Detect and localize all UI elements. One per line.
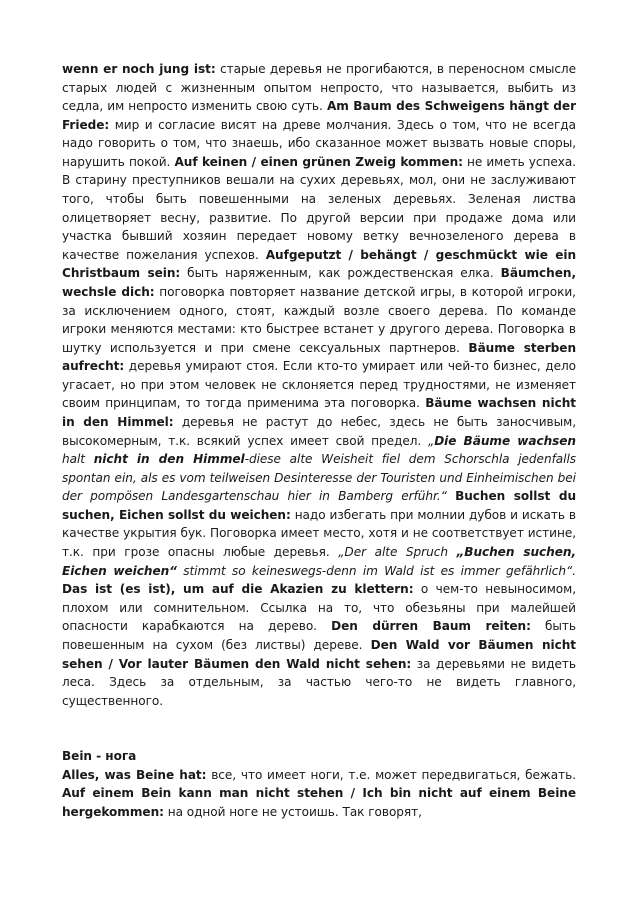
headword: Am Baum des Schweigens hängt der Friede: <box>62 99 576 132</box>
definition-text: не иметь успеха. В старину преступников вешали на сухих деревьях, мол, они не заслуживают того, чтобы быть повешенными на зеленых деревьях. Зеленая листва олицетворяет весну, развитие. По другой версии при продаже дома или участка бывший хозяин передает новому ветку вечнозеленого дерева в качестве пожелания успехов. <box>62 154 576 262</box>
headword: wenn er noch jung ist: <box>62 62 216 76</box>
example-text: „ <box>427 433 435 448</box>
document-page <box>62 60 576 822</box>
definition-text: на одной ноге не устоишь. Так говорят, <box>163 804 422 819</box>
example-text: stimmt so keineswegs-denn im Wald ist es immer gefährlich“. <box>176 563 577 578</box>
headword: Bein - нога <box>62 749 137 764</box>
definition-text: поговорка повторяет название детской игры, в которой игроки, за исключением одного, стоят, каждый возле своего дерева. По команде игроки меняются местами: кто быстрее встанет у другого дерева. Поговорка в шутку используется и при смене сексуальных партнеров. <box>62 284 576 355</box>
paragraph-bein <box>62 766 576 822</box>
definition-text: надо избегать при молнии дубов и искать в качестве укрытия бук. Поговорка имеет место, хотя и не соответствует истине, т.к. при грозе опасны любые деревья. <box>62 507 576 560</box>
example-text: halt <box>62 452 94 467</box>
headword: Bäumchen, wechsle dich: <box>62 266 576 299</box>
definition-text: за деревьями не видеть леса. Здесь за отдельным, за частью чего-то не видеть главного, существенного. <box>62 656 577 708</box>
definition-text: о чем-то невыносимом, плохом или сомнительном. Ссылка на то, что обезьяны при малейшей опасности карабкаются на дерево. <box>62 582 576 634</box>
definition-text: быть повешенным на сухом (без листвы) дереве. <box>62 619 577 652</box>
example-text: -diese alte Weisheit fiel dem Schorschla jedenfalls spontan ein, als es vom teilweisen Desinteresse der Touristen und Einheimischen bei der pompösen Landesgartenschau hier in Bamberg erführ.“ <box>62 452 577 504</box>
example-text: „Der alte Spruch <box>338 545 457 560</box>
headword: Alles, was Beine hat: <box>62 767 207 782</box>
definition-text: старые деревья не прогибаются, в переносном смысле старых людей с жизненным опытом непросто, что называется, выбить из седла, им непросто изменить свою суть. <box>62 62 576 114</box>
example-headword: „Buchen suchen, Eichen weichen“ <box>62 545 576 578</box>
paragraph-baum <box>62 60 576 710</box>
headword: Den Wald vor Bäumen nicht sehen / Vor lauter Bäumen den Wald nicht sehen: <box>62 637 577 671</box>
example-headword: nicht in den Himmel <box>93 452 245 467</box>
headword: Auf einem Bein kann man nicht stehen / Ich bin nicht auf einem Beine hergekommen: <box>62 786 576 819</box>
headword: Bäume sterben aufrecht: <box>62 340 577 374</box>
definition-text <box>447 489 455 503</box>
section-heading-bein <box>62 747 576 766</box>
definition-text: деревья не растут до небес, здесь не быть заносчивым, высокомерным, т.к. всякий успех имеет свой предел. <box>62 414 576 448</box>
headword: Bäume wachsen nicht in den Himmel: <box>62 396 576 429</box>
definition-text: все, что имеет ноги, т.е. может передвигаться, бежать. <box>206 767 576 782</box>
paragraph-gap <box>62 710 576 747</box>
headword: Den dürren Baum reiten: <box>331 619 531 634</box>
example-headword: Die Bäume wachsen <box>434 433 576 448</box>
definition-text: деревья умирают стоя. Если кто-то умирает или чей-то бизнес, дело угасает, но при этом человек не склоняется перед трудностями, не изменяет своим принципам, то тогда применима эта поговорка. <box>62 359 576 411</box>
headword: Buchen sollst du suchen, Eichen sollst du weichen: <box>62 489 576 522</box>
headword: Auf keinen / einen grünen Zweig kommen: <box>174 154 463 169</box>
definition-text: быть наряженным, как рождественская елка. <box>180 266 501 281</box>
definition-text: мир и согласие висят на древе молчания. Здесь о том, что не всегда надо говорить о том, что знаешь, ибо сказанное может вызвать новые споры, нарушить покой. <box>62 117 576 169</box>
headword: Das ist (es ist), um auf die Akazien zu klettern: <box>62 582 414 597</box>
headword: Aufgeputzt / behängt / geschmückt wie ein Christbaum sein: <box>62 247 576 281</box>
